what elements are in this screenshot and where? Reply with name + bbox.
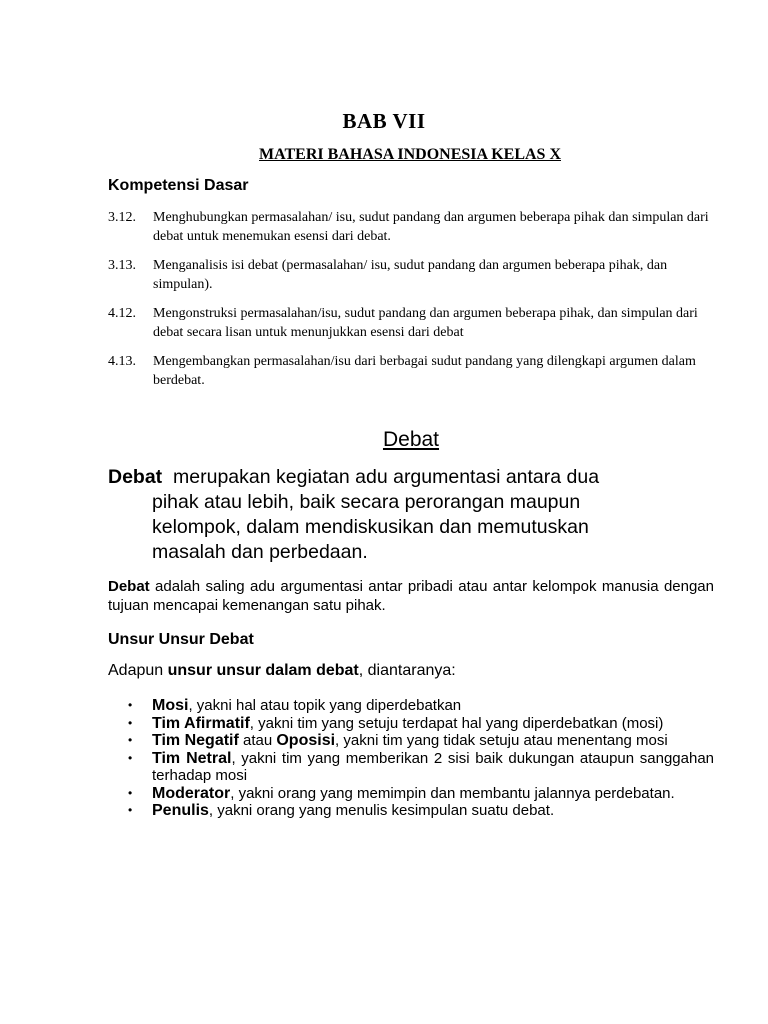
chapter-title: BAB VII bbox=[342, 109, 426, 133]
bullet-icon: • bbox=[128, 733, 133, 747]
unsur-description: , yakni tim yang tidak setuju atau menentang mosi bbox=[335, 732, 668, 749]
kompetensi-text: Menganalisis isi debat (permasalahan/ isu, sudut pandang dan argumen beberapa pihak, dan simpulan). bbox=[153, 258, 668, 292]
list-item-body bbox=[152, 697, 714, 715]
debat-definition-secondary bbox=[108, 577, 714, 615]
list-item-body bbox=[152, 785, 714, 803]
kompetensi-heading: Kompetensi Dasar bbox=[108, 177, 249, 194]
definition-term: Debat bbox=[108, 466, 163, 488]
list-item bbox=[108, 802, 714, 820]
debat-definition-primary bbox=[108, 465, 728, 565]
kompetensi-number: 3.12. bbox=[108, 210, 136, 225]
list-item-body bbox=[152, 732, 714, 750]
definition-text: merupakan kegiatan adu argumentasi antara dua bbox=[162, 466, 600, 488]
kompetensi-item bbox=[108, 352, 728, 390]
unsur-description: , yakni orang yang memimpin dan membantu jalannya perdebatan. bbox=[230, 784, 675, 802]
unsur-term: Tim Negatif bbox=[152, 732, 239, 749]
kompetensi-list bbox=[108, 208, 728, 400]
bullet-icon: • bbox=[128, 715, 133, 730]
list-item-body bbox=[152, 750, 714, 785]
unsur-description: , yakni hal atau topik yang diperdebatkan bbox=[188, 697, 462, 714]
bullet-icon: • bbox=[128, 785, 133, 800]
bullet-icon: • bbox=[128, 750, 133, 765]
kompetensi-number: 3.13. bbox=[108, 258, 136, 273]
bullet-icon: • bbox=[128, 698, 133, 712]
unsur-description: , yakni tim yang setuju terdapat hal yang diperdebatkan (mosi) bbox=[249, 714, 664, 732]
unsur-term: Tim Netral bbox=[152, 749, 232, 767]
kompetensi-item bbox=[108, 208, 728, 246]
intro-prefix: Adapun bbox=[108, 662, 168, 679]
intro-suffix: , diantaranya: bbox=[358, 662, 456, 679]
list-item bbox=[108, 697, 714, 715]
unsur-term: Moderator bbox=[152, 784, 231, 802]
unsur-term-secondary: Oposisi bbox=[276, 732, 336, 749]
unsur-term: Tim Afirmatif bbox=[152, 714, 250, 732]
definition-line bbox=[108, 465, 728, 490]
definition-line: masalah dan perbedaan. bbox=[152, 541, 368, 563]
definition-term: Debat bbox=[108, 578, 150, 595]
unsur-description: , yakni orang yang menulis kesimpulan suatu debat. bbox=[208, 802, 555, 819]
kompetensi-item bbox=[108, 256, 728, 294]
unsur-intro bbox=[108, 662, 456, 680]
kompetensi-number: 4.12. bbox=[108, 306, 136, 321]
list-item bbox=[108, 785, 714, 803]
unsur-description: , yakni tim yang memberikan 2 sisi baik dukungan ataupun sanggahan terhadap mosi bbox=[152, 749, 715, 784]
list-item bbox=[108, 750, 714, 785]
list-item-body bbox=[152, 715, 714, 733]
definition-line: kelompok, dalam mendiskusikan dan memutuskan bbox=[152, 516, 589, 538]
kompetensi-text: Mengonstruksi permasalahan/isu, sudut pandang dan argumen beberapa pihak, dan simpulan dari debat secara lisan untuk menunjukkan esensi dari debat bbox=[153, 306, 698, 340]
definition-line: pihak atau lebih, baik secara perorangan maupun bbox=[152, 491, 581, 513]
unsur-term: Penulis bbox=[152, 802, 209, 819]
unsur-term: Mosi bbox=[152, 697, 189, 714]
bullet-icon: • bbox=[128, 803, 133, 817]
debat-section-title: Debat bbox=[382, 428, 440, 451]
unsur-heading: Unsur Unsur Debat bbox=[108, 631, 254, 648]
unsur-list bbox=[108, 697, 714, 820]
document-subtitle: MATERI BAHASA INDONESIA KELAS X bbox=[259, 146, 561, 163]
unsur-connector: atau bbox=[238, 732, 277, 749]
kompetensi-text: Mengembangkan permasalahan/isu dari berbagai sudut pandang yang dilengkapi argumen dalam berdebat. bbox=[153, 354, 696, 388]
kompetensi-item bbox=[108, 304, 728, 342]
intro-bold: unsur unsur dalam debat bbox=[167, 662, 359, 679]
list-item-body bbox=[152, 802, 714, 820]
kompetensi-number: 4.13. bbox=[108, 354, 136, 369]
list-item bbox=[108, 715, 714, 733]
definition-text: adalah saling adu argumentasi antar pribadi atau antar kelompok manusia dengan tujuan mencapai kemenangan satu pihak. bbox=[108, 578, 714, 614]
kompetensi-text: Menghubungkan permasalahan/ isu, sudut pandang dan argumen beberapa pihak dan simpulan dari debat untuk menemukan esensi dari debat. bbox=[153, 210, 709, 244]
list-item bbox=[108, 732, 714, 750]
